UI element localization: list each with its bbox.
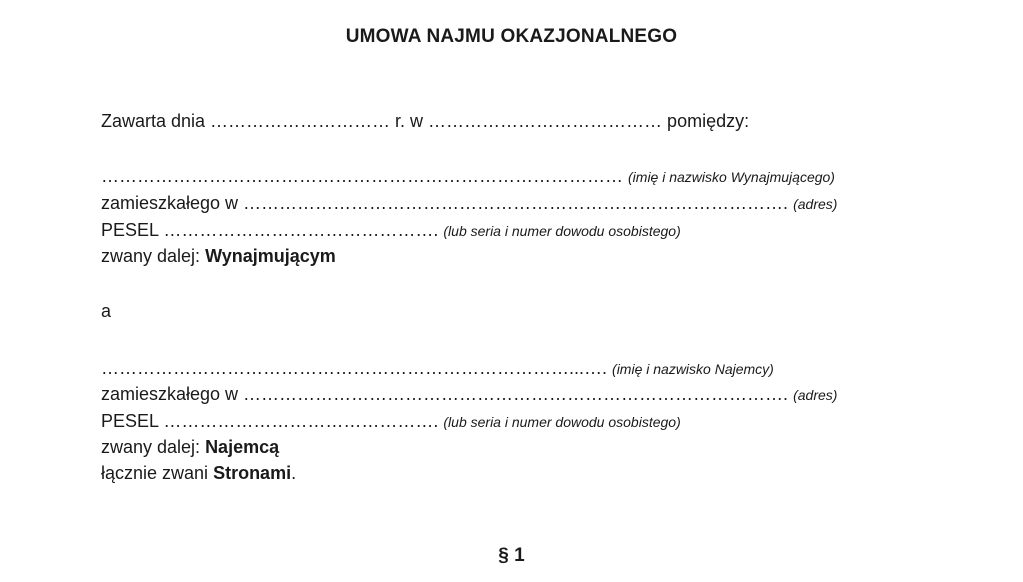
tenant-address-line <box>101 383 837 406</box>
parties-line <box>101 462 296 484</box>
section-heading: § 1 <box>498 545 525 566</box>
intro-text: Zawarta dnia ………………………… r. w ………………………………… pomiędzy: <box>101 111 750 131</box>
landlord-address-blank: zamieszkałego w ………………………………………………………………………………. <box>101 193 789 213</box>
landlord-called-prefix: zwany dalej: <box>101 246 206 266</box>
parties-suffix: . <box>291 463 297 483</box>
landlord-name-note: (imię i nazwisko Wynajmującego) <box>628 169 835 185</box>
tenant-address-blank: zamieszkałego w ………………………………………………………………………………. <box>101 384 789 404</box>
document-title: UMOWA NAJMU OKAZJONALNEGO <box>345 26 678 47</box>
landlord-name-blank: …………………………………………………………………………… <box>101 166 623 186</box>
tenant-name-line <box>101 357 774 380</box>
landlord-name-line <box>101 165 835 188</box>
tenant-called-line <box>101 436 279 458</box>
tenant-pesel-blank: PESEL ………………………………………. <box>101 411 439 431</box>
contract-intro-line <box>101 110 749 132</box>
landlord-pesel-blank: PESEL ………………………………………. <box>101 220 439 240</box>
landlord-pesel-line <box>101 219 681 242</box>
tenant-name-note: (imię i nazwisko Najemcy) <box>612 361 774 377</box>
tenant-role-name: Najemcą <box>205 437 280 457</box>
tenant-pesel-note: (lub seria i numer dowodu osobistego) <box>443 414 681 430</box>
landlord-address-line <box>101 192 837 215</box>
tenant-address-note: (adres) <box>793 387 838 403</box>
conjunction-line <box>101 300 111 322</box>
landlord-called-line <box>101 245 336 267</box>
conjunction-text: a <box>101 301 112 321</box>
tenant-called-prefix: zwany dalej: <box>101 437 206 457</box>
parties-name: Stronami <box>213 463 292 483</box>
parties-prefix: łącznie zwani <box>101 463 214 483</box>
landlord-role-name: Wynajmującym <box>205 246 336 266</box>
tenant-name-blank: ……………………………………………………………………...…. <box>101 358 608 378</box>
landlord-address-note: (adres) <box>793 196 838 212</box>
landlord-pesel-note: (lub seria i numer dowodu osobistego) <box>443 223 681 239</box>
tenant-pesel-line <box>101 410 681 433</box>
